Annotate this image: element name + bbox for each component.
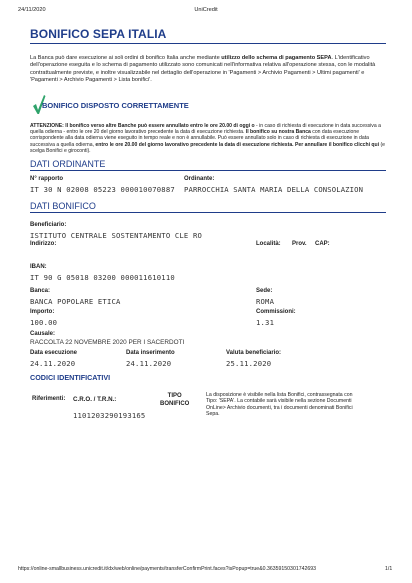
section-dati-bonifico <box>30 201 386 212</box>
page-title: BONIFICO SEPA ITALIA <box>30 27 167 41</box>
n-rapporto-label: N° rapporto <box>30 176 64 182</box>
beneficiario-label: Beneficiario: <box>30 222 67 228</box>
tipo-label-line2: BONIFICO <box>160 401 190 407</box>
app-name: UniCredit <box>194 7 218 13</box>
ordinante-label: Ordinante: <box>184 176 215 182</box>
valuta-value: 25.11.2020 <box>226 359 272 368</box>
cap-label: CAP: <box>315 241 330 247</box>
section-rule <box>30 212 386 213</box>
codici-heading: CODICI IDENTIFICATIVI <box>30 373 111 382</box>
intro-paragraph <box>30 55 385 84</box>
success-banner <box>30 94 386 118</box>
attention-text-1: - in caso di richiesta di esecuzione in data successiva a quella odierna - entro le ore 20 del giorno lavorativo precedente la data di esecuzione richiesta. <box>30 123 381 136</box>
title-rule <box>30 43 386 44</box>
attention-text-3: (e scelga Bonifici e giroconti). <box>30 141 386 154</box>
causale-label: Causale: <box>30 331 56 337</box>
data-esecuzione-value: 24.11.2020 <box>30 359 76 368</box>
attention-lead: ATTENZIONE: Il bonifico verso altre Banche può essere annullato entro le ore 20.00 di oggi o <box>30 123 255 129</box>
valuta-label: Valuta beneficiario: <box>226 350 282 356</box>
prov-label: Prov. <box>292 241 307 247</box>
page-number: 1/1 <box>385 566 393 572</box>
data-inserimento-value: 24.11.2020 <box>126 359 172 368</box>
print-date: 24/11/2020 <box>18 7 46 13</box>
attention-text-2: con data esecuzione corrispondente alla data odierna viene eseguito in tempo reale e non è annullabile. Può essere annullato solo in caso di richiesta di esecuzione in data successiva a quella odierna, <box>30 129 369 148</box>
tipo-bonifico-label <box>160 392 189 408</box>
iban-value: IT 90 G 05018 03200 000011610110 <box>30 273 175 282</box>
footer-url: https://online-smallbusiness.unicredit.it/dx/web/online/payments/transferConfirmPrint.faces?isPopup=true&0.36359150301742693 <box>18 566 317 572</box>
iban-label: IBAN: <box>30 264 47 270</box>
ordinante-value: PARROCCHIA SANTA MARIA DELLA CONSOLAZION <box>184 185 364 194</box>
annulla-link[interactable]: entro le ore 20.00 del giorno lavorativo precedente la data di esecuzione richiesta. Per annullare il bonifico clicchi qui <box>95 141 380 148</box>
localita-label: Località: <box>256 241 281 247</box>
sede-value: ROMA <box>256 297 275 306</box>
attention-bold-2: Il bonifico su nostra Banca <box>245 129 311 136</box>
cro-label: C.R.O. / T.R.N.: <box>73 396 117 403</box>
codici-note: La disposizione è visibile nella lista Bonifici, contrassegnata con Tipo: 'SEPA'. La contabile sarà visibile nella sezione Documenti OnLine> Archivio documenti, tra i documenti denominati Bonifici Sepa. <box>206 392 353 418</box>
success-message: BONIFICO DISPOSTO CORRETTAMENTE <box>42 101 189 110</box>
tipo-label-line1: TIPO <box>167 393 182 399</box>
section-heading: DATI BONIFICO <box>30 201 96 211</box>
n-rapporto-value: IT 30 N 02008 05223 000010070887 <box>30 185 175 194</box>
riferimenti-label: Riferimenti: <box>32 396 66 402</box>
intro-text-1: La Banca può dare esecuzione ai soli ordini di bonifico Italia anche mediante <box>30 55 222 61</box>
section-heading: DATI ORDINANTE <box>30 159 106 169</box>
causale-value: RACCOLTA 22 NOVEMBRE 2020 PER I SACERDOTI <box>30 339 185 346</box>
beneficiario-value: ISTITUTO CENTRALE SOSTENTAMENTO CLE RO <box>30 231 203 240</box>
banca-label: Banca: <box>30 288 51 294</box>
data-esecuzione-label: Data esecuzione <box>30 350 78 356</box>
commissioni-label: Commissioni: <box>256 309 296 315</box>
banca-value: BANCA POPOLARE ETICA <box>30 297 121 306</box>
sede-label: Sede: <box>256 288 273 294</box>
commissioni-value: 1.31 <box>256 318 275 327</box>
section-rule <box>30 170 386 171</box>
section-dati-ordinante <box>30 159 386 170</box>
intro-text-2: . L'identificativo dell'operazione eseguita e lo schema di pagamento utilizzato sono comunicati nell'informativa relativa all'operazione stessa, con le modalità contrattualmente previste, e inoltre visualizzabile nel dettaglio dell'operazione in 'Pagamenti > Archivio Pagamenti > Ultimi pagamenti' e 'Pagamenti > Archivio Pagamenti > Lista bonifici'. <box>30 55 376 83</box>
data-inserimento-label: Data inserimento <box>126 350 175 356</box>
importo-label: Importo: <box>30 309 55 315</box>
cro-value: 1101203290193165 <box>73 411 146 420</box>
intro-bold: utilizzo dello schema di pagamento SEPA <box>221 55 332 61</box>
attention-notice <box>30 123 386 154</box>
importo-value: 100.00 <box>30 318 58 327</box>
indirizzo-label: Indirizzo: <box>30 241 57 247</box>
